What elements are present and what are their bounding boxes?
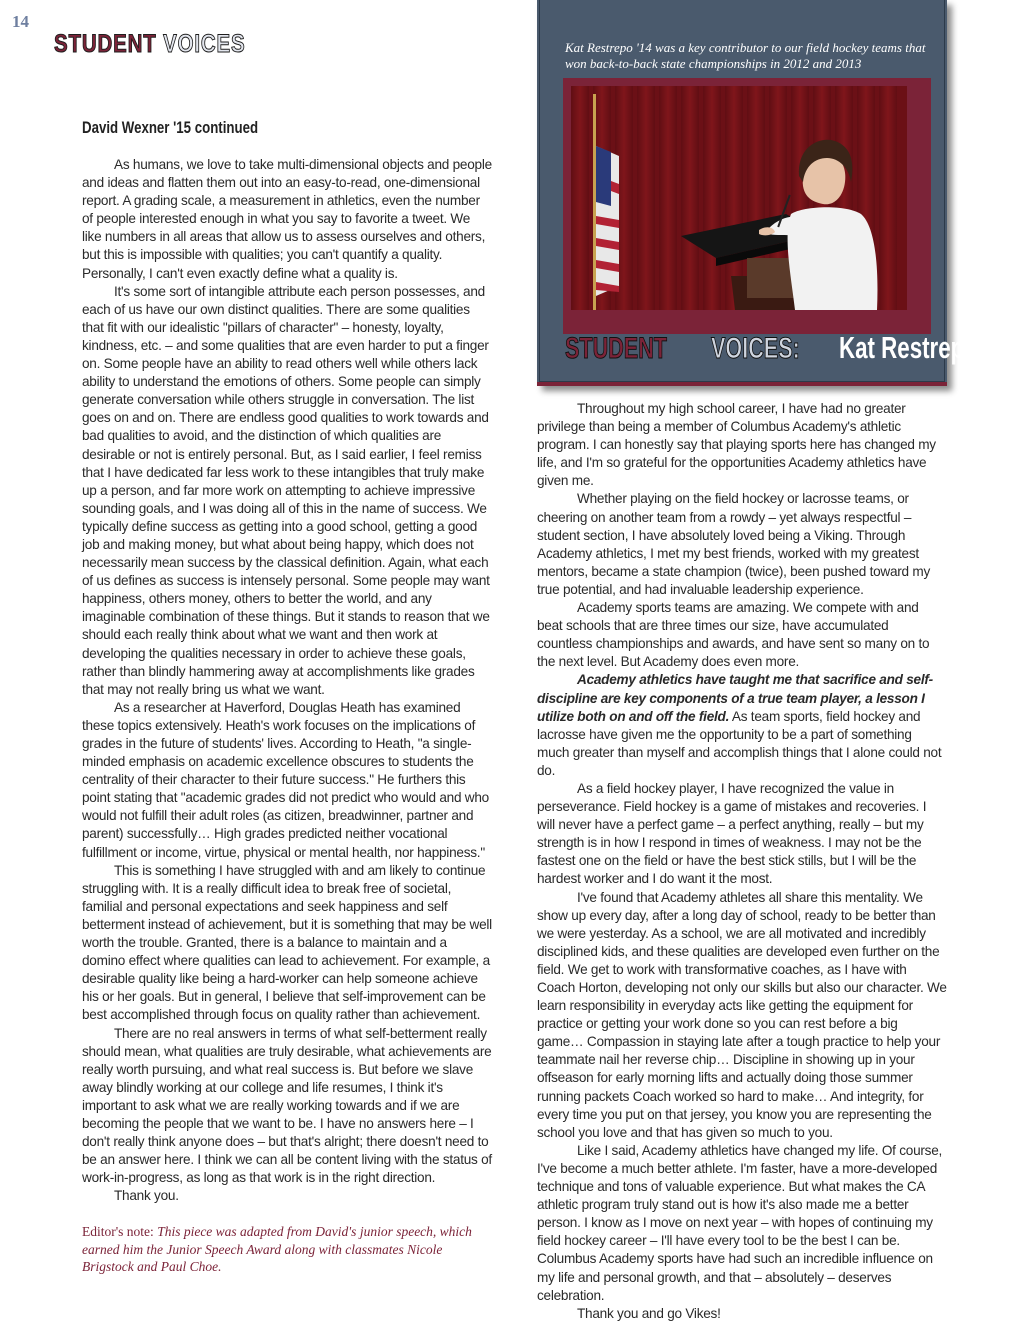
paragraph: As humans, we love to take multi-dimensional objects and people and ideas and flatten them out into an easy-to-read, one-dimensional report. A grading scale, a measurement in athletics, even the number of people interested enough in what you say to favorite a tweet. We like numbers in all areas that allow us to assess ourselves and others, but this is impossible with qualities; you can't quantify a quality. Personally, I can't even exactly define what a quality is. [82, 157, 492, 281]
photo-caption: Kat Restrepo '14 was a key contributor to our field hockey teams that won back-to-back state championships in 2012 and 2013 [565, 40, 926, 71]
editors-note-text: This piece was adapted from David's junior speech, which earned him the Junior Speech Award along with classmates Nicole Brigstock and Paul Choe. [82, 1224, 472, 1275]
paragraph: This is something I have struggled with and am likely to continue struggling with. It is a really difficult idea to break free of societal, familial and personal expectations and seek happiness and self betterment instead of achievement, but it is something that may be well worth the trouble. Granted, there is a balance to maintain and a domino effect where qualities can lead to achievement. For example, a desirable quality like being a hard-worker can help someone achieve his or her goals. But in general, I believe that self-improvement can be best accomplished through focus on quality rather than achievement. [82, 862, 492, 1023]
speaker-photo-illustration [571, 86, 907, 310]
editors-note [82, 1223, 492, 1276]
paragraph: There are no real answers in terms of what self-betterment really should mean, what qualities are truly desirable, what achievements are really worth pursuing, and what real success is. But before we slave away blindly working at our college and life resumes, I think it's important to ask what we are really working towards and if we are becoming the people that we want to be. I have no answers here – I don't really think anyone does – but that's alright; there doesn't need to be an answer here. I think we can all be content living with the status of work-in-progress, as long as that work is in the right direction. [82, 1025, 492, 1186]
feature-title [565, 330, 1024, 366]
editors-note-label: Editor's note: [82, 1224, 154, 1240]
paragraph: Thank you and go Vikes! [577, 1305, 721, 1321]
feature-title-voices: VOICES: [711, 332, 800, 365]
paragraph: As a researcher at Haverford, Douglas Heath has examined these topics extensively. Heath's work focuses on the implications of grades in the future of students' lives. According to Heath, "a single-minded emphasis on academic excellence obscures to students the centrality of their character to their future success." He furthers this point stating that "academic grades did not predict who would and who would not fulfill their adult roles (as citizen, breadwinner, partner and parent) successfully… High grades predicted neither vocational fulfillment or income, virtue, physical or mental health, nor happiness." [82, 699, 489, 860]
feature-box [537, 0, 1015, 386]
photo-frame [563, 78, 931, 334]
paragraph: Academy sports teams are amazing. We compete with and beat schools that are three times our size, have accumulated countless championships and awards, and have sent so many on to the next level. But Academy does even more. [537, 600, 930, 670]
section-title-student: STUDENT [54, 30, 157, 58]
left-article-body [82, 156, 492, 1205]
paragraph: Like I said, Academy athletics have changed my life. Of course, I've become a much better athlete. I'm faster, have a more-developed technique and tons of valuable experience. But what makes the CA athletic program truly stand out is how it's also made me a better person. I know as I move on next year – with hopes of continuing my field hockey career – I'll have every tool to be the best I can be. Columbus Academy sports have had such an incredible influence on my life and personal growth, and that – absolutely – deserves celebration. [537, 1142, 943, 1303]
paragraph: It's some sort of intangible attribute each person possesses, and each of us have our own distinct qualities. There are some qualities that fit with our idealistic "pillars of character" – honesty, loyalty, kindness, etc. – and some qualities that are even harder to put a finger on. Some people have an ability to read others well while others lack ability to understand the emotions of others. Some people can simply generate conversation while others struggle in conversation. The list goes on and on. There are endless good qualities to work towards and bad qualities to avoid, and the distinction of which qualities are desirable or not is entirely personal. But, as I said earlier, I feel remiss that I have dedicated far less work to these intangibles that truly make up a person, and far more work on attempting to achieve impressive sounding goals, and I was doing all of this in the name of success. We typically define success as getting into a good school, getting a good job and making money, but what about being happy, which does not necessarily mean success by the classical definition. Again, what each of us defines as success is intensely personal. Some people may want happiness, others money, others to better the world, and any imaginable combination of these things. But it stands to reason that we should each really think about what we want and then work at developing the qualities necessary in order to achieve these goals, rather than blindly hammering away at accomplishments like grades that may not really bring us what we want. [82, 283, 490, 697]
paragraph: I've found that Academy athletes all share this mentality. We show up every day, after a long day of school, ready to be better than we were yesterday. As a school, we are all motivated and incredibly disciplined kids, and these qualities are developed even further on the field. We get to work with transformative coaches, as I have with Coach Horton, developing not only our skills but also our character. We learn responsibility in everyday acts like getting the equipment for practice or getting your work done so you can rest before a big game… Compassion in staying late after a tough practice to help your teammate nail her reverse chip… Discipline in showing up in your offseason for early morning lifts and actually doing those summer running packets Coach worked so hard to make… And integrity, for every time you put on that jersey, you know you are representing the school you love and that has given so much to you. [537, 889, 947, 1140]
byline: David Wexner '15 continued [82, 118, 259, 137]
pull-quote: Academy athletics have taught me that sacrifice and self-discipline are key components of a true team player, a lesson I utilize both on and off the field. [537, 672, 933, 724]
speaker-photo [571, 86, 923, 326]
pull-quote-continuation: As team sports, field hockey and lacrosse have given me the opportunity to be a part of something much greater than myself and accomplish things that I alone could not do. [537, 708, 942, 778]
feature-title-name: Kat Restrepo '14 [838, 330, 1015, 365]
right-column [537, 400, 947, 1323]
paragraph: Whether playing on the field hockey or lacrosse teams, or cheering on another team from a rowdy – yet always respectful – student section, I have absolutely loved being a Viking. Through Academy athletics, I met my best friends, worked with my greatest mentors, became a state champion (twice), been pushed toward my true potential, and had invaluable leadership experience. [537, 491, 931, 597]
paragraph: Throughout my high school career, I have had no greater privilege than being a member of Columbus Academy's athletic program. I can honestly say that playing sports here has changed my life, and I'm so grateful for the opportunities Academy athletics have given me. [537, 401, 936, 489]
left-column [82, 118, 492, 1276]
section-title-voices: VOICES [163, 30, 246, 58]
feature-title-student: STUDENT [565, 332, 668, 365]
section-title [54, 30, 245, 59]
pull-quote-paragraph [537, 671, 947, 780]
paragraph: As a field hockey player, I have recognized the value in perseverance. Field hockey is a game of mistakes and recoveries. I will never have a perfect game – a perfect anything, really – but my strength is in how I respond in times of weakness. I may not be the fastest one on the field or have the best stick stills, but I will be the hardest worker and I do want it the most. [537, 780, 927, 887]
page-number: 14 [12, 12, 29, 31]
paragraph: Thank you. [114, 1188, 179, 1204]
